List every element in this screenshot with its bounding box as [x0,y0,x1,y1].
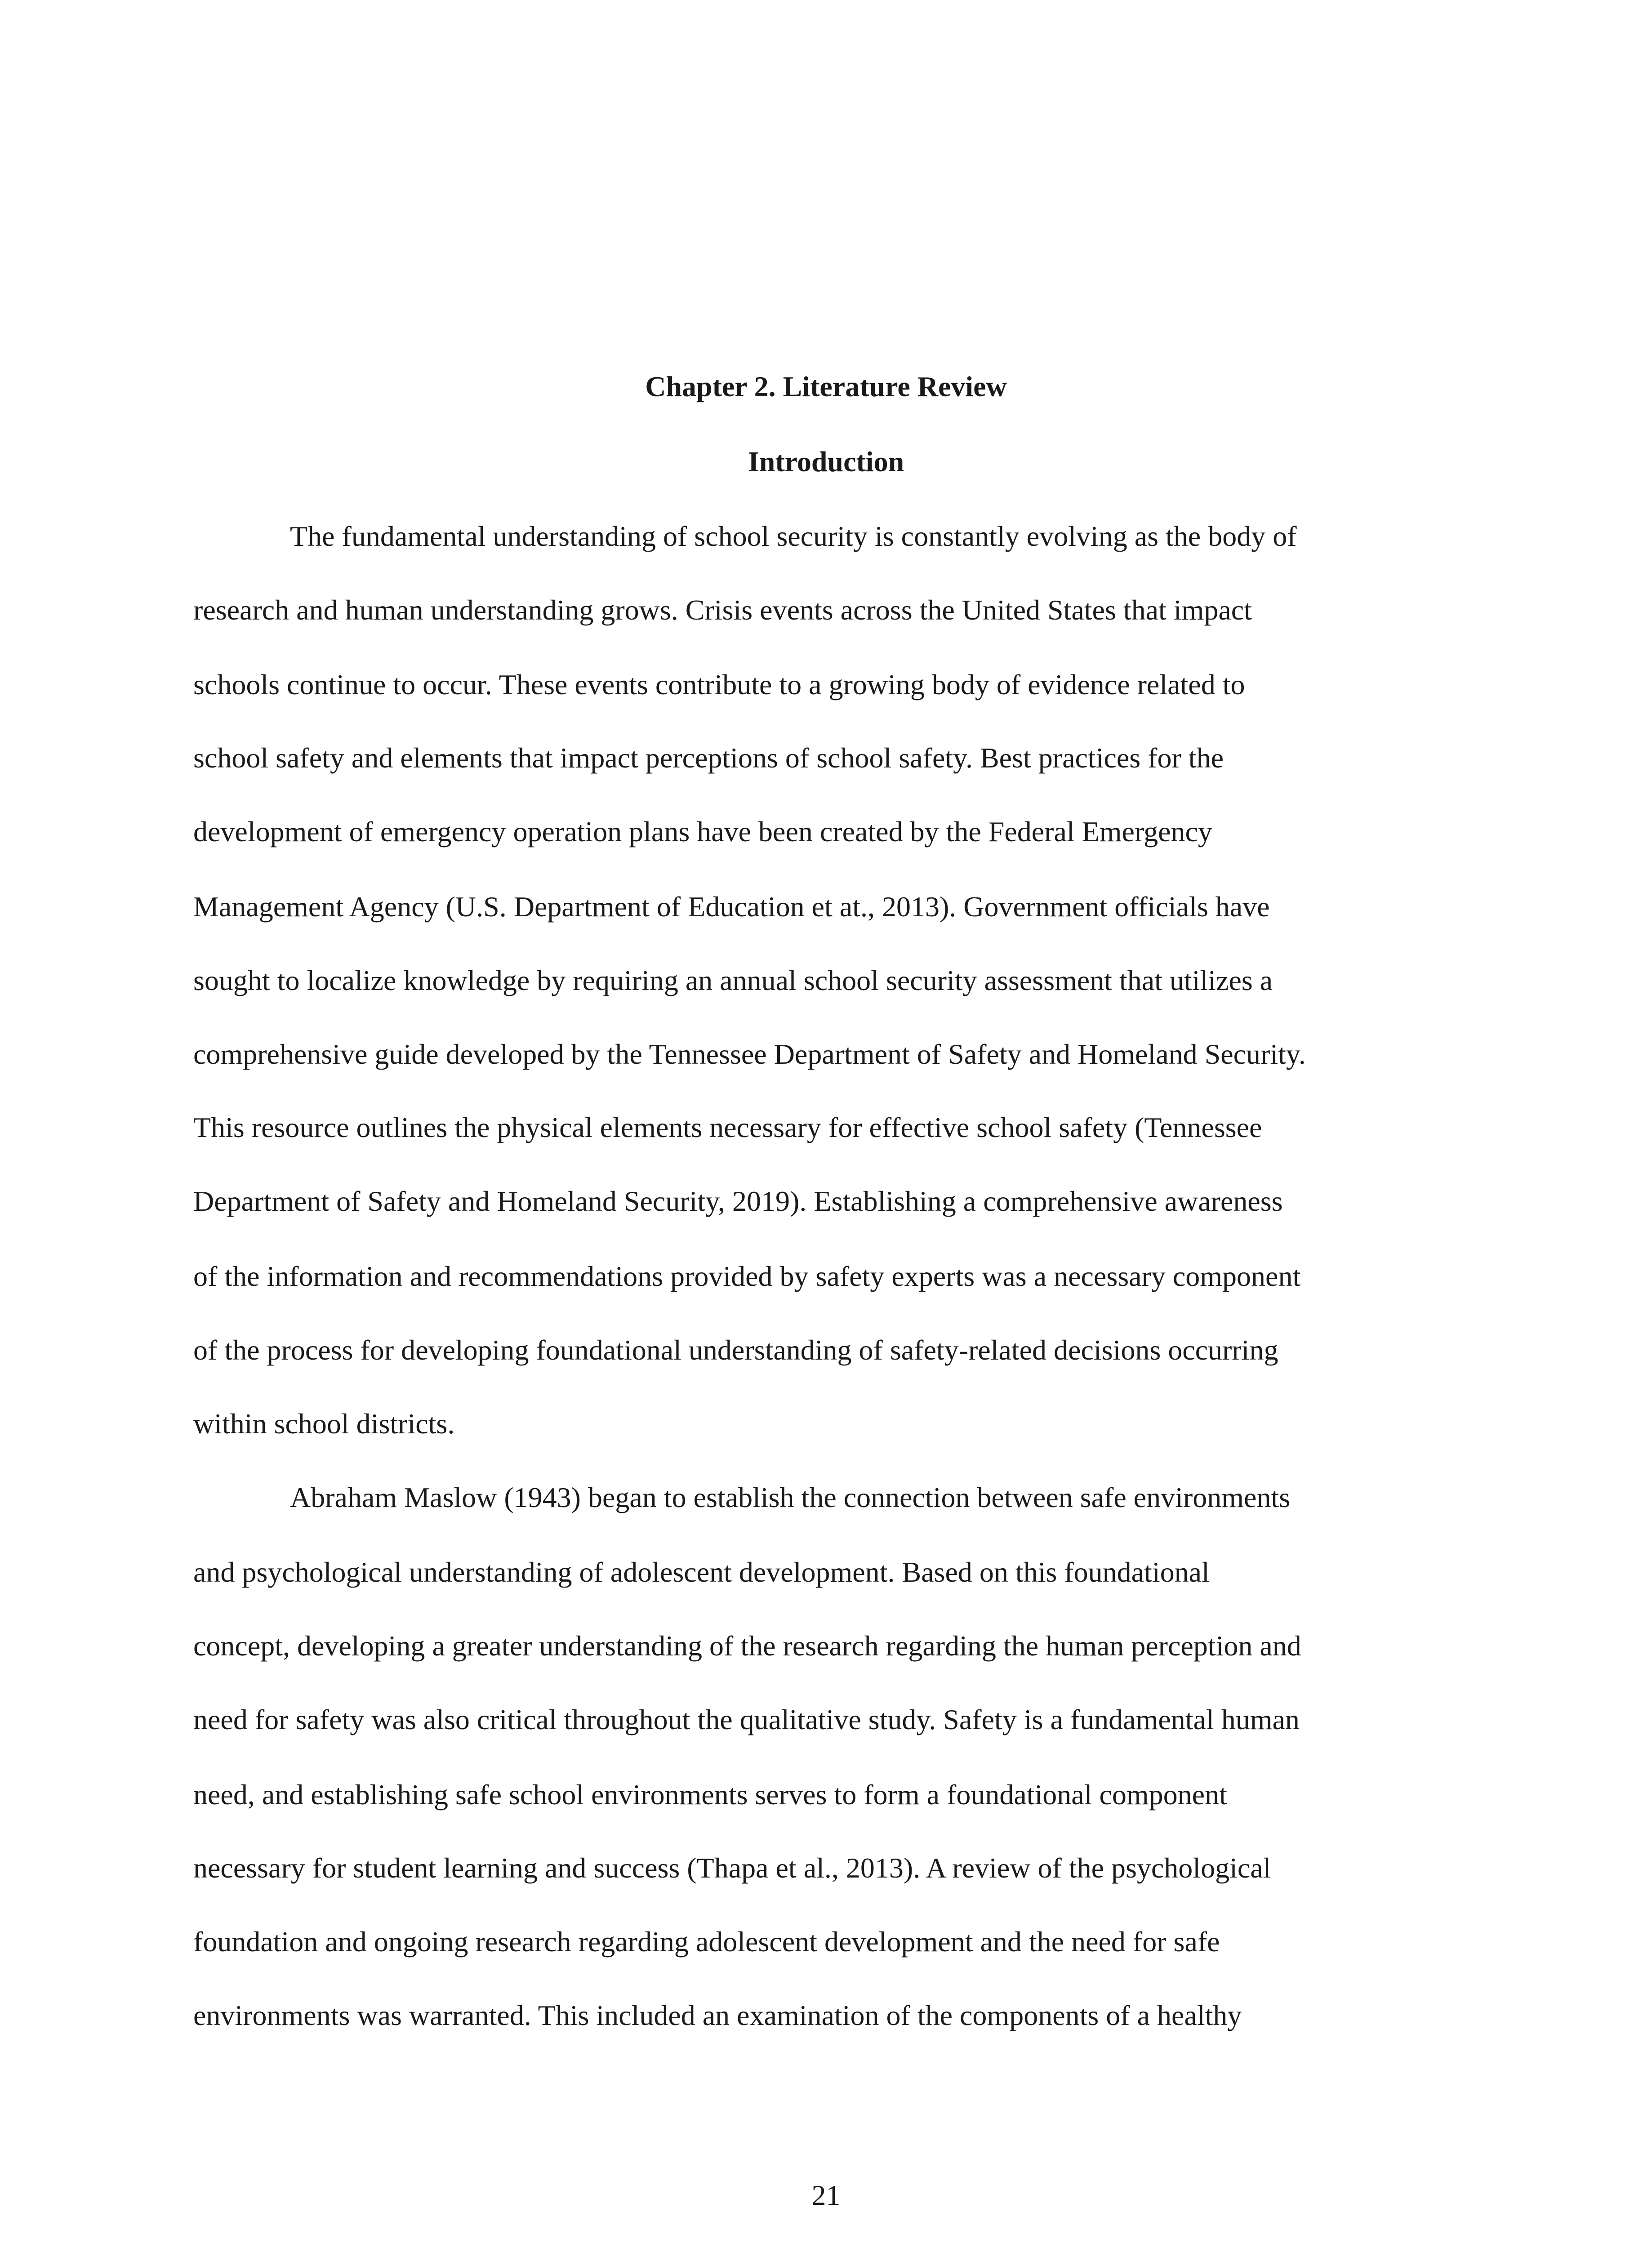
paragraph-2-line: Abraham Maslow (1943) began to establish the connection between safe environments [290,1481,1291,1513]
paragraph-1-line: school safety and elements that impact perceptions of school safety. Best practices for the [193,742,1224,774]
paragraph-2-line: concept, developing a greater understanding of the research regarding the human perception and [193,1630,1301,1662]
paragraph-1-line: The fundamental understanding of school security is constantly evolving as the body of [290,520,1297,552]
paragraph-1-line: of the information and recommendations provided by safety experts was a necessary component [193,1260,1301,1292]
paragraph-1-line: research and human understanding grows. Crisis events across the United States that impact [193,594,1252,626]
paragraph-2-line: and psychological understanding of adolescent development. Based on this foundational [193,1556,1210,1588]
paragraph-1-line: Department of Safety and Homeland Security, 2019). Establishing a comprehensive awareness [193,1185,1283,1217]
paragraph-1-line: sought to localize knowledge by requiring an annual school security assessment that utilizes a [193,964,1273,996]
paragraph-1-line: schools continue to occur. These events contribute to a growing body of evidence related to [193,669,1245,700]
paragraph-1-line: This resource outlines the physical elements necessary for effective school safety (Tennessee [193,1111,1262,1143]
paragraph-2-line: need, and establishing safe school environments serves to form a foundational component [193,1779,1227,1811]
paragraph-1-line: Management Agency (U.S. Department of Education et at., 2013). Government officials have [193,891,1270,923]
paragraph-1-line: of the process for developing foundational understanding of safety-related decisions occurring [193,1334,1278,1366]
paragraph-2-line: environments was warranted. This included an examination of the components of a healthy [193,1999,1242,2031]
paragraph-2-line: foundation and ongoing research regarding adolescent development and the need for safe [193,1926,1220,1958]
paragraph-1-line: development of emergency operation plans have been created by the Federal Emergency [193,816,1212,847]
paragraph-1-line: comprehensive guide developed by the Tennessee Department of Safety and Homeland Security. [193,1038,1306,1070]
paragraph-2-line: need for safety was also critical throughout the qualitative study. Safety is a fundamental human [193,1704,1300,1735]
chapter-title: Chapter 2. Literature Review [645,370,1007,402]
paragraph-2-line: necessary for student learning and success (Thapa et al., 2013). A review of the psychological [193,1852,1271,1884]
page-number: 21 [811,2179,841,2211]
paragraph-1-line: within school districts. [193,1408,455,1440]
section-heading: Introduction [748,446,904,477]
